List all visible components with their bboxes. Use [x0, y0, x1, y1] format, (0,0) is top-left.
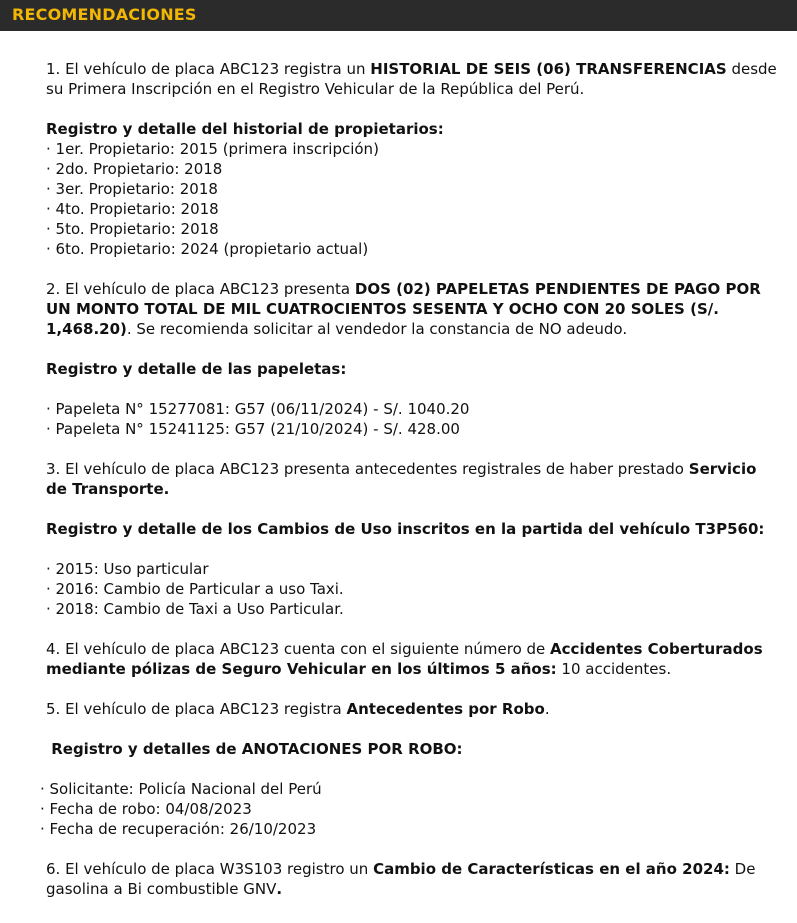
recommendation-3: [46, 459, 777, 499]
owner-item: · 5to. Propietario: 2018: [46, 220, 219, 238]
recommendation-6-text: 6. El vehículo de placa W3S103 registro un: [46, 860, 374, 878]
recommendation-4: [46, 639, 777, 679]
ticket-item: · Papeleta N° 15277081: G57 (06/11/2024) - S/. 1040.20: [46, 400, 470, 418]
recommendation-2-text-end: . Se recomienda solicitar al vendedor la constancia de NO adeudo.: [126, 320, 628, 338]
recommendation-2: [46, 279, 777, 339]
recommendation-1: [46, 59, 777, 99]
recommendation-3-text: 3. El vehículo de placa ABC123 presenta antecedentes registrales de haber prestado: [46, 460, 689, 478]
owners-heading: Registro y detalle del historial de propietarios:: [46, 120, 444, 138]
recommendation-6: [46, 859, 777, 899]
recommendation-3-bold: Servicio de Transporte.: [46, 460, 757, 498]
recommendations-content: [0, 31, 797, 899]
theft-item: · Fecha de recuperación: 26/10/2023: [40, 820, 317, 838]
recommendation-5-bold: Antecedentes por Robo: [346, 700, 545, 718]
recommendation-1-bold: HISTORIAL DE SEIS (06) TRANSFERENCIAS: [370, 60, 727, 78]
recommendation-1-text-end: desde su Primera Inscripción en el Registro Vehicular de la República del Perú.: [46, 60, 777, 98]
owner-item: · 4to. Propietario: 2018: [46, 200, 219, 218]
theft-heading: Registro y detalles de ANOTACIONES POR ROBO:: [46, 740, 463, 758]
recommendation-4-text-end: 10 accidentes.: [556, 660, 672, 678]
recommendation-1-text: 1. El vehículo de placa ABC123 registra un: [46, 60, 371, 78]
theft-item: · Solicitante: Policía Nacional del Perú: [40, 780, 322, 798]
recommendation-5-text: 5. El vehículo de placa ABC123 registra: [46, 700, 347, 718]
owner-item: · 2do. Propietario: 2018: [46, 160, 223, 178]
recommendation-2-text: 2. El vehículo de placa ABC123 presenta: [46, 280, 355, 298]
section-header: [0, 0, 797, 31]
use-item: · 2016: Cambio de Particular a uso Taxi.: [46, 580, 344, 598]
theft-item: · Fecha de robo: 04/08/2023: [40, 800, 252, 818]
recommendation-2-bold: DOS (02) PAPELETAS PENDIENTES DE PAGO POR UN MONTO TOTAL DE MIL CUATROCIENTOS SESENTA Y OCHO CON 20 SOLES (S/. 1,468.20): [46, 280, 761, 338]
use-item: · 2018: Cambio de Taxi a Uso Particular.: [46, 600, 344, 618]
ticket-item: · Papeleta N° 15241125: G57 (21/10/2024) - S/. 428.00: [46, 420, 460, 438]
tickets-heading: Registro y detalle de las papeletas:: [46, 360, 347, 378]
recommendation-6-text-end: De gasolina a Bi combustible GNV: [46, 860, 756, 898]
recommendation-4-text: 4. El vehículo de placa ABC123 cuenta con el siguiente número de: [46, 640, 551, 658]
recommendation-5: [46, 699, 777, 719]
recommendation-4-bold: Accidentes Coberturados mediante pólizas de Seguro Vehicular en los últimos 5 años:: [46, 640, 763, 678]
owner-item: · 3er. Propietario: 2018: [46, 180, 218, 198]
section-title: RECOMENDACIONES: [12, 5, 197, 24]
owner-item: · 6to. Propietario: 2024 (propietario actual): [46, 240, 369, 258]
recommendation-6-bold: Cambio de Características en el año 2024:: [373, 860, 730, 878]
recommendation-6-period: .: [276, 880, 283, 898]
owner-item: · 1er. Propietario: 2015 (primera inscripción): [46, 140, 379, 158]
use-item: · 2015: Uso particular: [46, 560, 209, 578]
recommendation-5-text-end: .: [544, 700, 550, 718]
uses-heading: Registro y detalle de los Cambios de Uso inscritos en la partida del vehículo T3P560:: [46, 520, 765, 538]
